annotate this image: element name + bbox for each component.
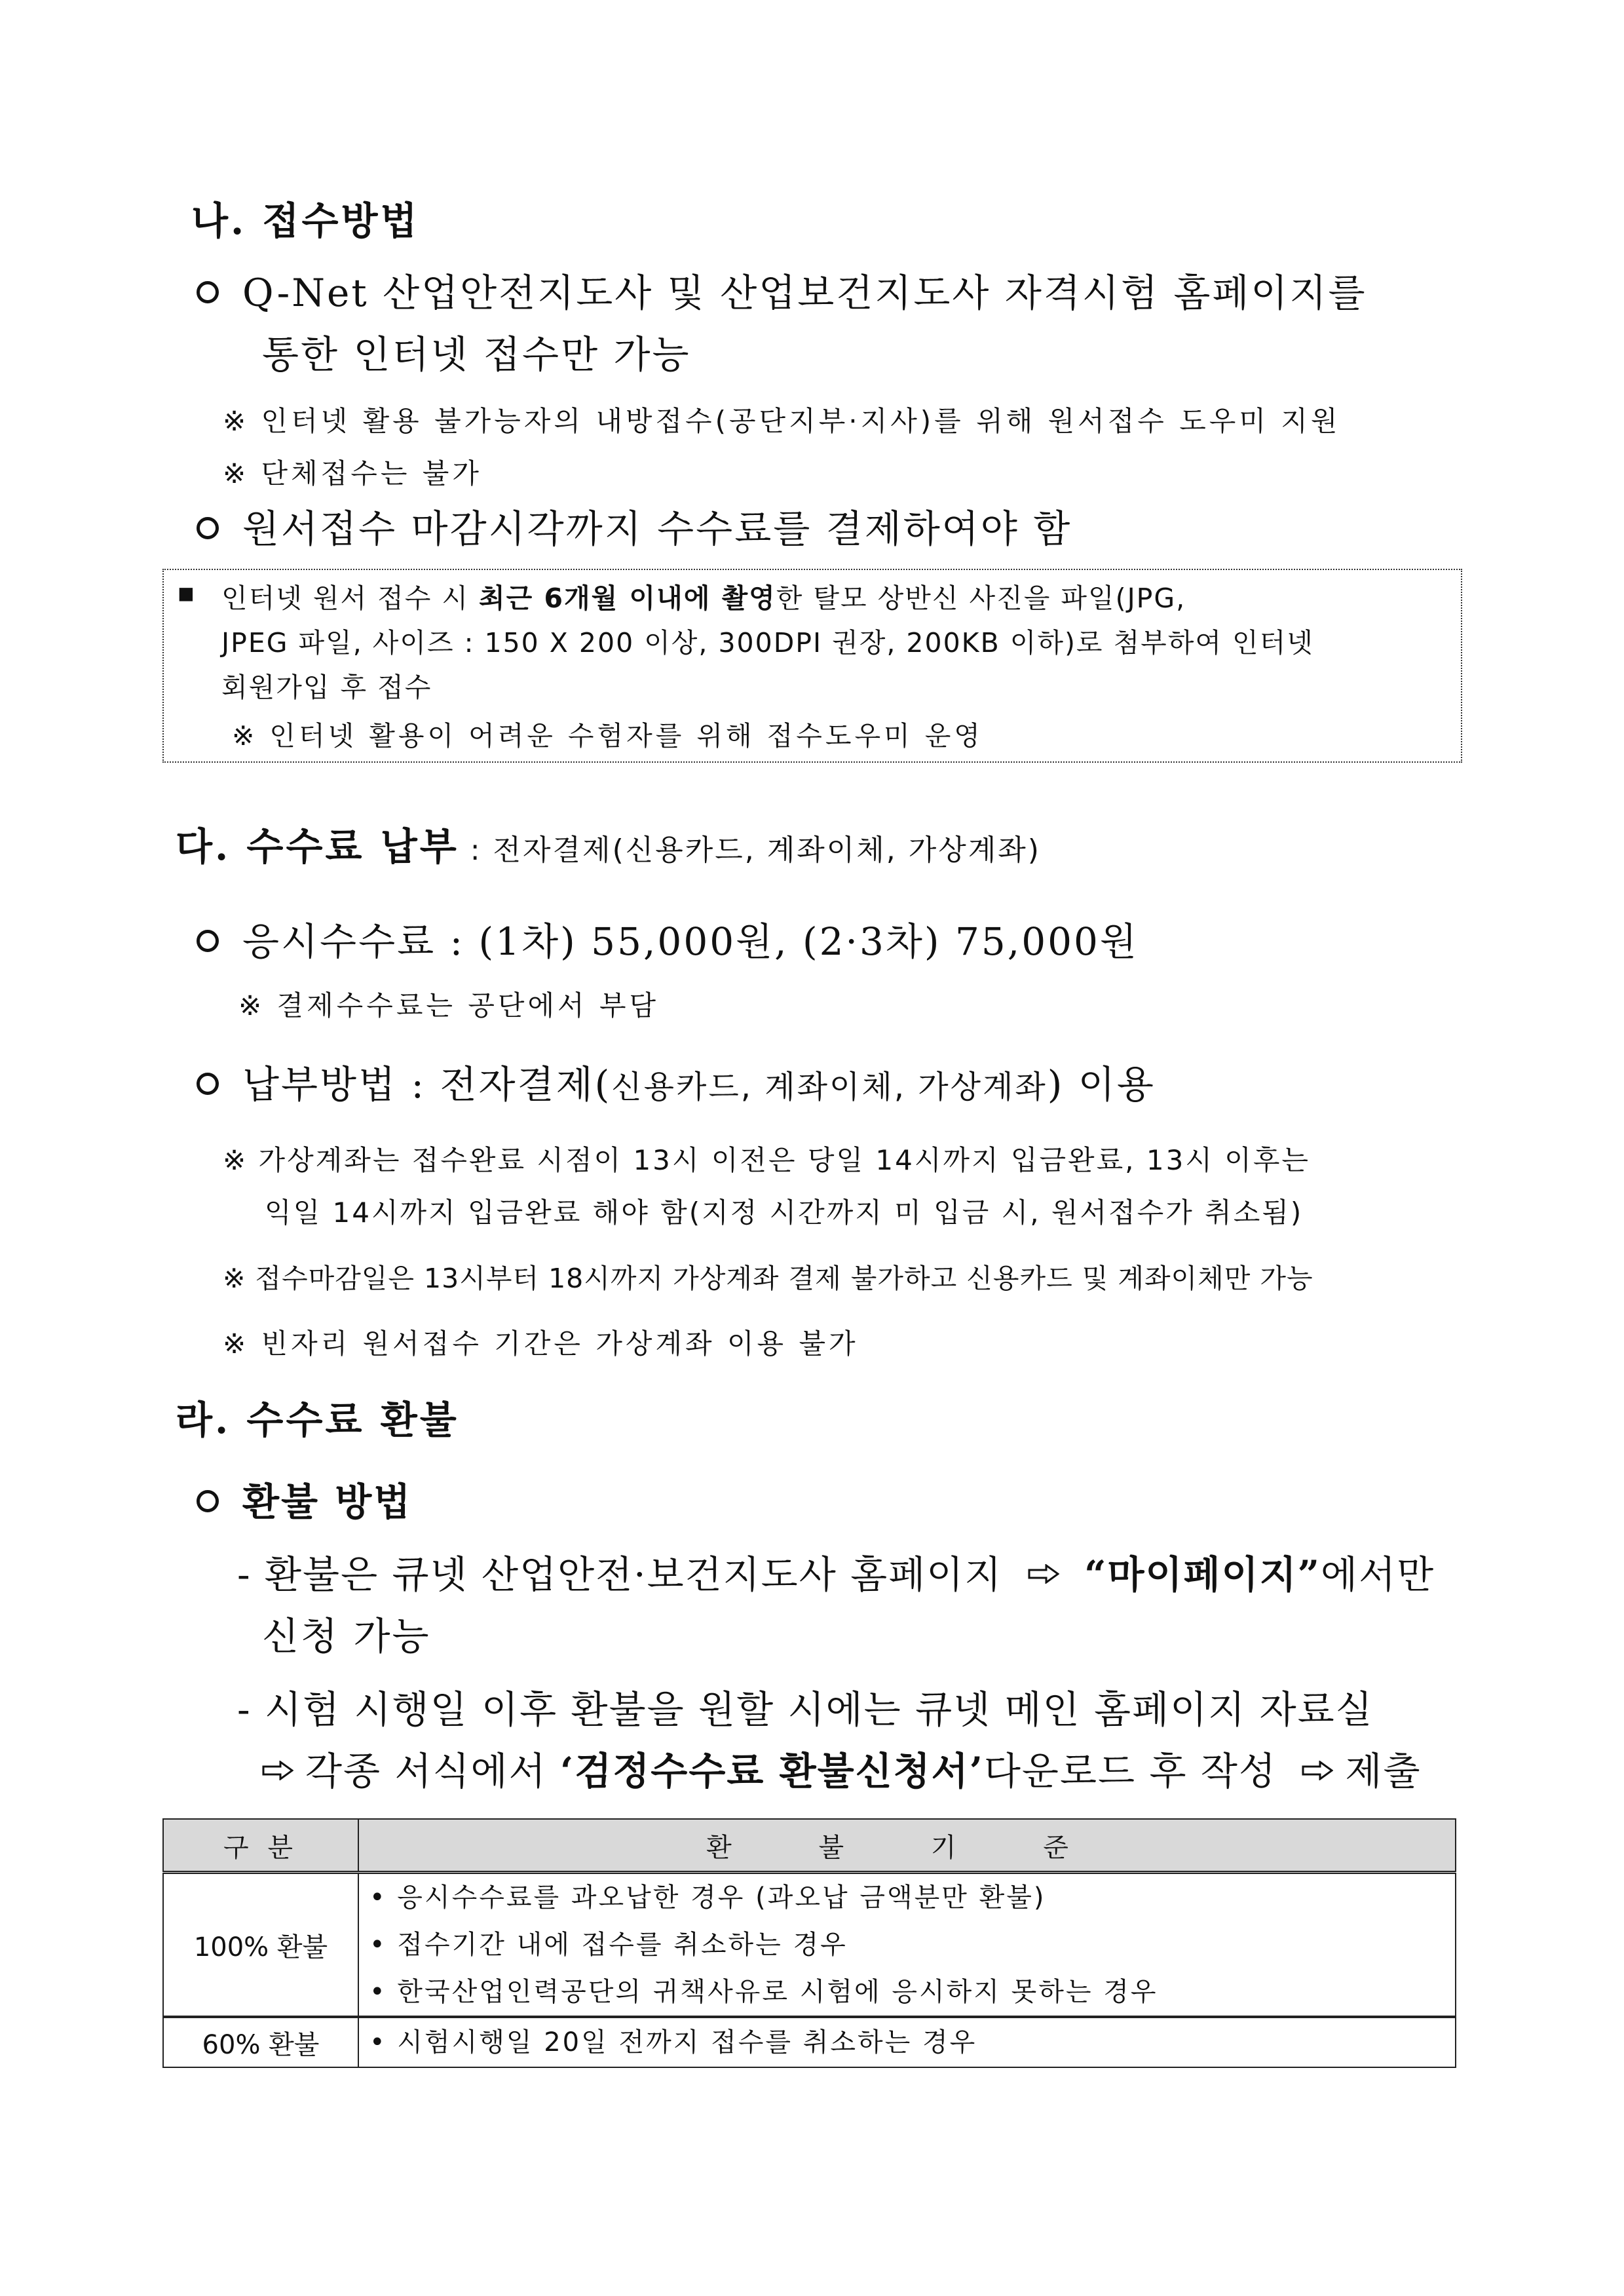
photo-line3: 회원가입 후 접수 — [221, 672, 432, 703]
section-da-title-main: 다. 수수료 납부 — [176, 824, 459, 869]
refund-dash2-bold: ‘검정수수료 환불신청서’ — [560, 1749, 984, 1793]
refund-dash2-line1: - 시험 시행일 이후 환불을 원할 시에는 큐넷 메인 홈페이지 자료실 — [237, 1687, 1374, 1732]
rule-line: • 시험시행일 20일 전까지 접수를 취소하는 경우 — [369, 2027, 977, 2057]
method-note-a-line2: 익일 14시까지 입금완료 해야 함(지정 시간까지 미 입금 시, 원서접수가 취소됨) — [265, 1196, 1304, 1229]
row-category: 60% 환불 — [163, 2017, 358, 2067]
refund-dash2-pre: 각종 서식에서 — [305, 1749, 561, 1793]
refund-dash2-mid: 다운로드 후 작성 — [983, 1749, 1277, 1793]
section-na-note2: ※ 단체접수는 불가 — [223, 457, 482, 489]
rule-line: • 응시수수료를 과오납한 경우 (과오납 금액분만 환불) — [369, 1883, 1046, 1913]
section-da-title-suffix: : 전자결제(신용카드, 계좌이체, 가상계좌) — [459, 833, 1041, 867]
refund-dash2-line2 — [262, 1740, 1421, 1795]
photo-line1 — [221, 577, 1186, 615]
photo-bullet-mark: ▪ — [177, 577, 197, 608]
fee-note: ※ 결제수수료는 공단에서 부담 — [238, 989, 660, 1022]
method-note-c: ※ 빈자리 원서접수 기간은 가상계좌 이용 불가 — [223, 1328, 859, 1360]
refund-dash1-bold: “마이페이지” — [1084, 1552, 1321, 1597]
section-na-bullet1 — [197, 262, 1367, 317]
rule-line: • 접수기간 내에 접수를 취소하는 경우 — [369, 1930, 848, 1960]
bullet2-text: 원서접수 마감시각까지 수수료를 결제하여야 함 — [242, 507, 1072, 551]
method-bullet-mid: 신용카드, 계좌이체, 가상계좌 — [611, 1069, 1048, 1105]
refund-method-bullet — [197, 1471, 412, 1526]
circle-bullet-icon — [197, 281, 219, 303]
refund-table-header — [163, 1819, 1456, 1873]
photo-note: ※ 인터넷 활용이 어려운 수험자를 위해 접수도우미 운영 — [232, 720, 983, 752]
rule-line: • 한국산업인력공단의 귀책사유로 시험에 응시하지 못하는 경우 — [369, 1977, 1158, 2007]
header-rule: 환 불 기 준 — [358, 1819, 1456, 1873]
row-rules — [358, 1873, 1456, 2018]
table-row — [163, 1873, 1456, 2018]
circle-bullet-icon — [197, 1073, 219, 1095]
section-na-bullet1-line2: 통한 인터넷 접수만 가능 — [262, 332, 691, 377]
circle-bullet-icon — [197, 1490, 219, 1512]
row-category: 100% 환불 — [163, 1873, 358, 2018]
section-da-title — [176, 816, 1041, 871]
section-na-bullet2 — [197, 498, 1072, 553]
method-bullet — [197, 1054, 1156, 1109]
section-na-note1: ※ 인터넷 활용 불가능자의 내방접수(공단지부·지사)를 위해 원서접수 도우미 지원 — [223, 405, 1341, 437]
refund-table — [162, 1818, 1456, 2068]
photo-line1-bold: 최근 6개월 이내에 촬영 — [478, 583, 776, 614]
fee-bullet — [197, 911, 1139, 966]
method-note-b: ※ 접수마감일은 13시부터 18시까지 가상계좌 결제 불가하고 신용카드 및 계좌이체만 가능 — [223, 1263, 1313, 1294]
refund-dash1 — [237, 1544, 1435, 1599]
bullet1-line1: Q-Net 산업안전지도사 및 산업보건지도사 자격시험 홈페이지를 — [242, 271, 1367, 315]
section-na-title: 나. 접수방법 — [191, 199, 420, 243]
method-note-a-line1: ※ 가상계좌는 접수완료 시점이 13시 이전은 당일 14시까지 입금완료, 13시 이후는 — [223, 1144, 1310, 1176]
method-bullet-post: ) 이용 — [1047, 1062, 1156, 1107]
refund-dash1-pre: - 환불은 큐넷 산업안전·보건지도사 홈페이지 — [237, 1552, 1003, 1597]
row-rules — [358, 2017, 1456, 2067]
photo-line1-post: 한 탈모 상반신 사진을 파일(JPG, — [776, 583, 1186, 614]
photo-notice-box — [162, 569, 1462, 763]
photo-line2: JPEG 파일, 사이즈 : 150 X 200 이상, 300DPI 권장, 200KB 이하)로 첨부하여 인터넷 — [221, 627, 1314, 659]
section-ra-title: 라. 수수료 환불 — [176, 1398, 459, 1442]
circle-bullet-icon — [197, 517, 219, 539]
refund-dash1-line2: 신청 가능 — [262, 1614, 431, 1658]
hollow-arrow-icon — [262, 1761, 293, 1780]
table-row — [163, 2017, 1456, 2067]
header-category: 구 분 — [163, 1819, 358, 1873]
fee-bullet-text: 응시수수료 : (1차) 55,000원, (2·3차) 75,000원 — [242, 919, 1139, 964]
refund-method-text: 환불 방법 — [242, 1480, 413, 1524]
refund-dash2-end: 제출 — [1345, 1749, 1422, 1793]
hollow-arrow-icon — [1028, 1564, 1059, 1584]
refund-dash1-post: 에서만 — [1321, 1552, 1435, 1597]
hollow-arrow-icon — [1302, 1761, 1333, 1780]
circle-bullet-icon — [197, 930, 219, 952]
photo-line1-pre: 인터넷 원서 접수 시 — [221, 583, 479, 614]
method-bullet-pre: 납부방법 : 전자결제( — [242, 1062, 612, 1107]
